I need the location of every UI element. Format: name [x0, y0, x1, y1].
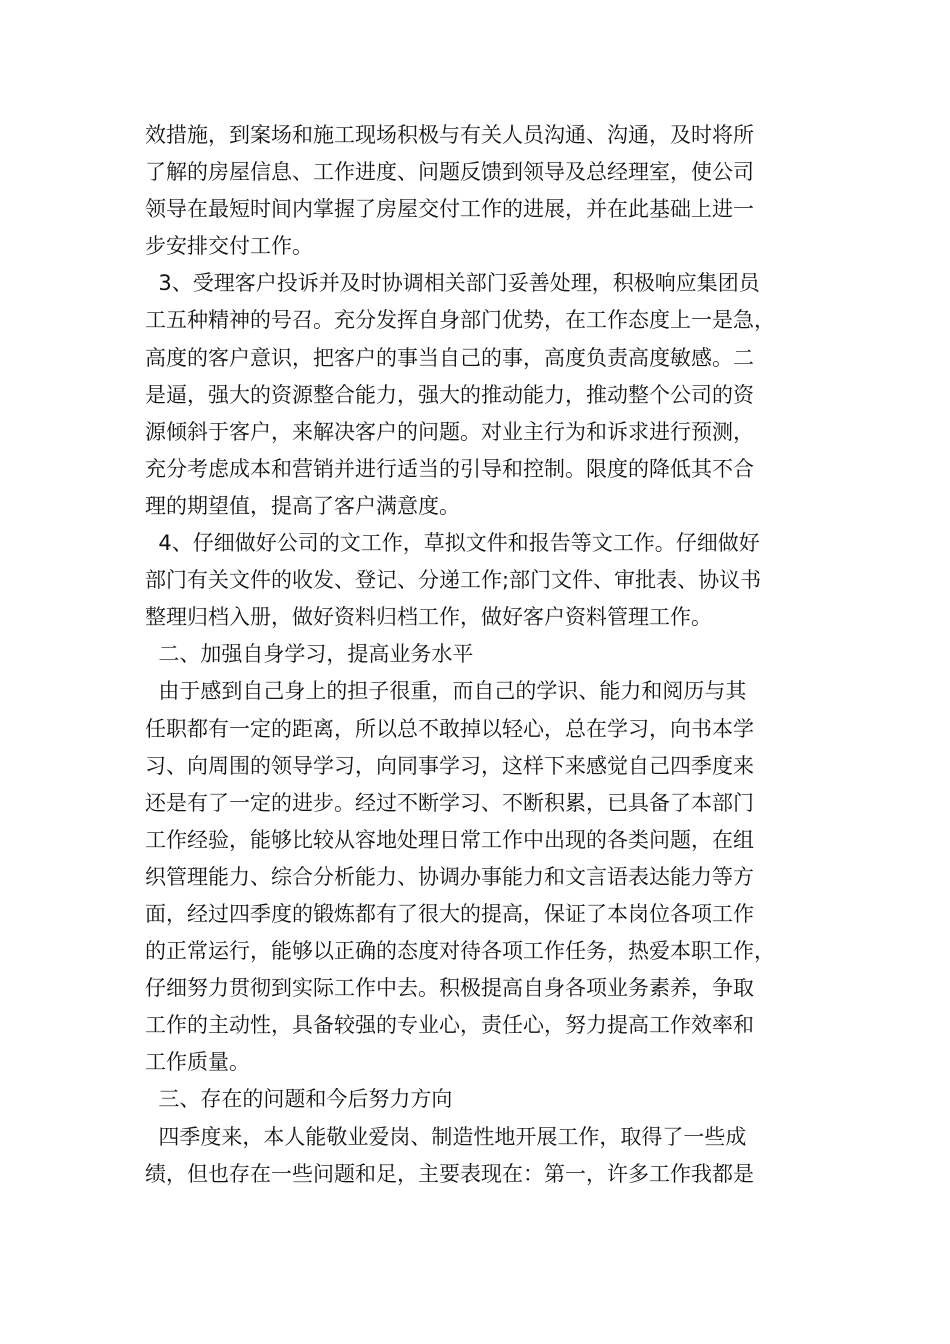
body-line: 是逼，强大的资源整合能力，强大的推动能力，推动整个公司的资: [145, 382, 754, 407]
body-line: 工作的主动性，具备较强的专业心，责任心，努力提高工作效率和: [145, 1013, 754, 1038]
body-line: 整理归档入册，做好资料归档工作，做好客户资料管理工作。: [145, 605, 712, 630]
body-line: 部门有关文件的收发、登记、分递工作;部门文件、审批表、协议书: [145, 568, 762, 593]
body-line: 的正常运行，能够以正确的态度对待各项工作任务，热爱本职工作，: [145, 939, 775, 964]
body-line: 四季度来，本人能敬业爱岗、制造性地开展工作，取得了一些成: [145, 1124, 747, 1149]
body-line: 充分考虑成本和营销并进行适当的引导和控制。限度的降低其不合: [145, 456, 754, 481]
section-heading: 三、存在的问题和今后努力方向: [145, 1087, 453, 1112]
body-line: 由于感到自己身上的担子很重，而自己的学识、能力和阅历与其: [145, 679, 747, 704]
body-line: 效措施，到案场和施工现场积极与有关人员沟通、沟通，及时将所: [145, 123, 754, 147]
section-heading: 二、加强自身学习，提高业务水平: [145, 642, 474, 667]
body-line: 工五种精神的号召。充分发挥自身部门优势，在工作态度上一是急，: [145, 308, 775, 333]
body-line: 还是有了一定的进步。经过不断学习、不断积累，已具备了本部门: [145, 790, 754, 815]
body-line: 任职都有一定的距离，所以总不敢掉以轻心，总在学习，向书本学: [145, 716, 754, 741]
body-line: 了解的房屋信息、工作进度、问题反馈到领导及总经理室，使公司: [145, 160, 754, 185]
body-line: 3、受理客户投诉并及时协调相关部门妥善处理，积极响应集团员: [145, 271, 760, 296]
body-line: 绩，但也存在一些问题和足，主要表现在：第一，许多工作我都是: [145, 1161, 754, 1186]
body-line: 4、仔细做好公司的文工作，草拟文件和报告等文工作。仔细做好: [145, 531, 760, 556]
body-line: 工作质量。: [145, 1050, 250, 1075]
body-line: 领导在最短时间内掌握了房屋交付工作的进展，并在此基础上进一: [145, 197, 754, 222]
document-body: [145, 117, 825, 1193]
body-line: 工作经验，能够比较从容地处理日常工作中出现的各类问题，在组: [145, 827, 754, 852]
body-line: 仔细努力贯彻到实际工作中去。积极提高自身各项业务素养，争取: [145, 976, 754, 1001]
body-line: 理的期望值，提高了客户满意度。: [145, 493, 460, 518]
body-line: 习、向周围的领导学习，向同事学习，这样下来感觉自己四季度来: [145, 753, 754, 778]
body-line: 高度的客户意识，把客户的事当自己的事，高度负责高度敏感。二: [145, 345, 754, 370]
body-line: 源倾斜于客户，来解决客户的问题。对业主行为和诉求进行预测，: [145, 419, 754, 444]
body-line: 步安排交付工作。: [145, 234, 313, 259]
body-line: 织管理能力、综合分析能力、协调办事能力和文言语表达能力等方: [145, 864, 754, 889]
body-line: 面，经过四季度的锻炼都有了很大的提高，保证了本岗位各项工作: [145, 901, 754, 926]
